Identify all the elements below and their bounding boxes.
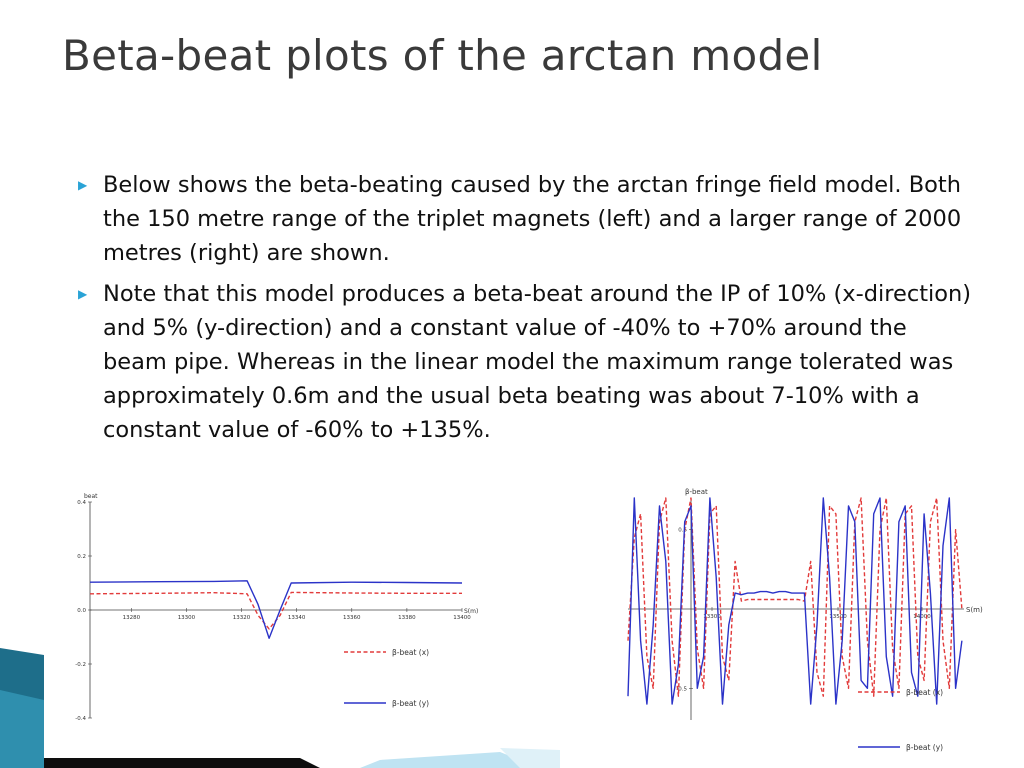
y-tick-label: 0.5 <box>678 527 687 534</box>
y-axis-label: β-beat <box>685 488 708 496</box>
x-tick-label: 13380 <box>398 615 416 621</box>
x-tick-label: 13320 <box>232 615 251 621</box>
y-axis-label: beat <box>84 493 98 500</box>
chart-left-svg <box>64 490 479 725</box>
legend-label: β-beat (y) <box>906 743 944 752</box>
legend-label: β-beat (x) <box>392 648 430 657</box>
legend-label: β-beat (x) <box>906 688 944 697</box>
legend-label: β-beat (y) <box>392 699 430 708</box>
x-tick-label: 13340 <box>287 615 306 621</box>
series-line-x <box>90 592 462 629</box>
x-axis-label: S(m) <box>966 606 983 614</box>
x-axis-label: S(m) <box>464 608 479 615</box>
bullet-item <box>76 168 976 270</box>
y-tick-label: 0.4 <box>77 500 86 506</box>
slide-title: Beta-beat plots of the arctan model <box>62 31 823 80</box>
x-tick-label: 13300 <box>177 615 196 621</box>
x-tick-label: 14000 <box>913 614 931 620</box>
beta-beat-plot-left <box>64 490 479 725</box>
x-tick-label: 13280 <box>122 615 141 621</box>
bullet-text: Note that this model produces a beta-beat around the IP of 10% (x-direction) and 5% (y-direction) and a constant value of -40% to +70% around the beam pipe. Whereas in the linear model the maximum range tolerated was approximately 0.6m and the usual beta beating was about 7-10% with a constant value of -60% to +135%. <box>103 281 972 443</box>
bullet-text: Below shows the beta-beating caused by the arctan fringe field model. Both the 150 metre range of the triplet magnets (left) and a larger range of 2000 metres (right) are shown. <box>103 172 962 266</box>
x-tick-label: 13500 <box>829 614 847 620</box>
bullet-item <box>76 277 976 447</box>
y-tick-label: -0.5 <box>676 686 687 693</box>
y-tick-label: -0.4 <box>75 716 86 722</box>
beta-beat-plot-right <box>578 470 988 760</box>
series-line-y <box>90 581 462 639</box>
x-tick-label: 13400 <box>453 615 471 621</box>
chart-right-svg <box>578 470 988 760</box>
triangle-bullet-icon: ▶ <box>78 287 88 301</box>
y-tick-label: 0.2 <box>77 554 86 560</box>
x-tick-label: 13360 <box>343 615 361 621</box>
bullet-list <box>76 168 976 454</box>
y-tick-label: 0.0 <box>77 608 86 614</box>
triangle-bullet-icon: ▶ <box>78 178 88 192</box>
y-tick-label: -0.2 <box>75 662 86 668</box>
x-tick-label: 13300 <box>703 614 721 620</box>
